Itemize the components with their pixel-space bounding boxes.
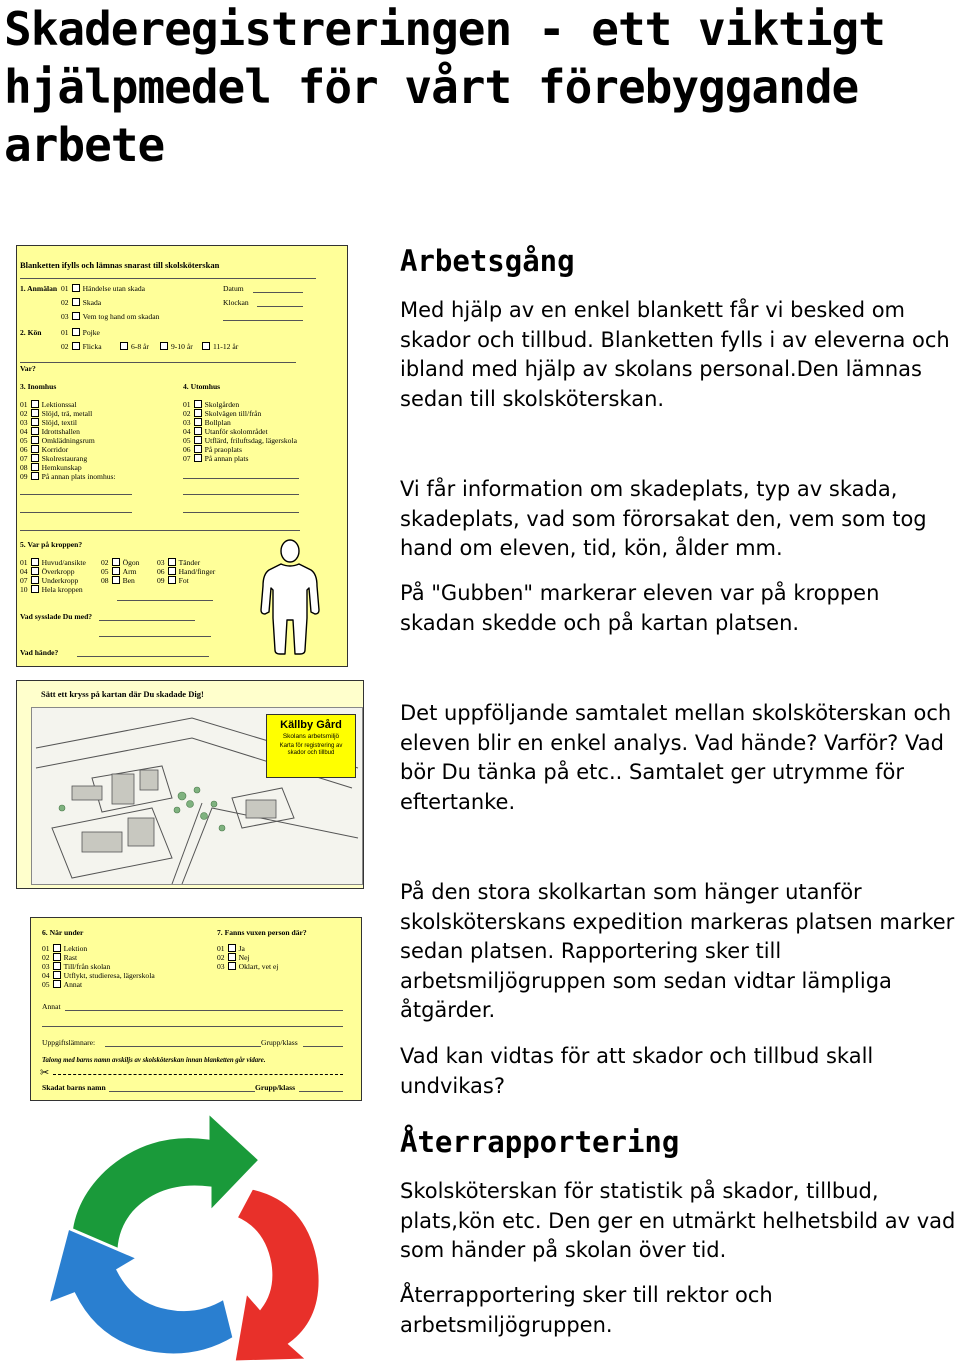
age-11-12[interactable]: 11-12 år <box>199 342 238 351</box>
checkbox[interactable] <box>194 418 202 426</box>
checkbox[interactable] <box>53 971 61 979</box>
legend-text: Karta för registrering av skador och tillbud <box>279 743 343 756</box>
checkbox[interactable] <box>112 567 120 575</box>
body-figure-icon[interactable] <box>253 538 327 656</box>
checkbox[interactable] <box>160 342 168 350</box>
checkbox[interactable] <box>31 427 39 435</box>
checkbox-option[interactable]: 08 Hemkunskap <box>20 463 82 472</box>
checkbox[interactable] <box>72 328 80 336</box>
sysslade-label: Vad sysslade Du med? <box>20 612 93 621</box>
body-part-option[interactable]: 07 Underkropp <box>20 576 79 585</box>
form-header: Blanketten ifylls och lämnas snarast till skolsköterskan <box>20 260 220 270</box>
checkbox[interactable] <box>228 962 236 970</box>
checkbox-option[interactable]: 09 På annan plats inomhus: <box>20 472 116 481</box>
checkbox[interactable] <box>194 445 202 453</box>
s2-label: 2. Kön <box>20 328 42 337</box>
checkbox[interactable] <box>168 567 176 575</box>
checkbox[interactable] <box>53 962 61 970</box>
checkbox-option[interactable]: 04 Idrottshallen <box>20 427 80 436</box>
var-label: Var? <box>20 364 36 373</box>
annat-label: Annat <box>42 1002 61 1011</box>
body-part-option[interactable]: 02 Ögon <box>101 558 140 567</box>
checkbox[interactable] <box>53 953 61 961</box>
checkbox[interactable] <box>31 463 39 471</box>
checkbox[interactable] <box>31 576 39 584</box>
checkbox[interactable] <box>168 558 176 566</box>
checkbox[interactable] <box>194 436 202 444</box>
checkbox-option[interactable]: 01 Lektion <box>42 944 88 953</box>
checkbox[interactable] <box>31 567 39 575</box>
legend-sub: Skolans arbetsmiljö <box>282 733 340 740</box>
checkbox[interactable] <box>72 298 80 306</box>
checkbox[interactable] <box>31 409 39 417</box>
checkbox-option[interactable]: 02 Skolvägen till/från <box>183 409 262 418</box>
body-part-option[interactable]: 06 Hand/finger <box>157 567 216 576</box>
s1-opt2[interactable]: 02 Skada <box>61 298 102 307</box>
checkbox[interactable] <box>53 980 61 988</box>
uppgift-label: Uppgiftslämnare: <box>42 1038 96 1047</box>
checkbox[interactable] <box>112 576 120 584</box>
body-part-option[interactable]: 10 Hela kroppen <box>20 585 83 594</box>
checkbox[interactable] <box>72 312 80 320</box>
red-arrow-icon <box>234 1188 320 1362</box>
checkbox-option[interactable]: 02 Nej <box>217 953 250 962</box>
checkbox-option[interactable]: 07 Skolrestaurang <box>20 454 88 463</box>
checkbox-option[interactable]: 02 Slöjd, trä, metall <box>20 409 93 418</box>
paragraph-2: Vi får information om skadeplats, typ av skada, skadeplats, vad som förorsakat den, vem som tog hand om eleven, tid, kön, ålder mm. <box>400 477 927 561</box>
checkbox-option[interactable]: 01 Skolgården <box>183 400 240 409</box>
checkbox-option[interactable]: 05 Omklädningsrum <box>20 436 95 445</box>
paragraph-7: Skolsköterskan för statistik på skador, tillbud, plats,kön etc. Den ger en utmärkt helhetsbild av vad som händer på skolan över tid. <box>400 1179 956 1263</box>
checkbox-option[interactable]: 03 Till/från skolan <box>42 962 111 971</box>
talong-text: Talong med barns namn avskiljs av skolsköterskan innan blanketten går vidare. <box>42 1057 266 1064</box>
checkbox-option[interactable]: 02 Rast <box>42 953 78 962</box>
checkbox-option[interactable]: 03 Bollplan <box>183 418 231 427</box>
checkbox[interactable] <box>228 944 236 952</box>
checkbox-option[interactable]: 03 Slöjd, textil <box>20 418 78 427</box>
checkbox[interactable] <box>31 585 39 593</box>
s3-label: 3. Inomhus <box>20 382 57 391</box>
s1-opt1[interactable]: 01 Händelse utan skada <box>61 284 146 293</box>
age-9-10[interactable]: 9-10 år <box>157 342 193 351</box>
scissors-icon: ✂ <box>40 1067 50 1079</box>
blue-arrow-icon <box>48 1228 234 1355</box>
map-legend <box>266 714 356 778</box>
s4-label: 4. Utomhus <box>183 382 221 391</box>
paragraph-1: Med hjälp av en enkel blankett får vi besked om skador och tillbud. Blanketten fylls i av eleverna och ibland med hjälp av skolans personal.Den lämnas sedan till skolsköterskan. <box>400 298 950 411</box>
s7-label: 7. Fanns vuxen person där? <box>217 928 307 937</box>
checkbox[interactable] <box>31 445 39 453</box>
map-card <box>16 680 364 889</box>
flicka-option[interactable]: 02 Flicka <box>61 342 102 351</box>
paragraph-4: Det uppföljande samtalet mellan skolsköterskan och eleven blir en enkel analys. Vad hände? Varför? Vad bör Du tänka på etc.. Samtalet ger utrymme för eftertanke. <box>400 701 952 814</box>
klockan-label: Klockan <box>223 298 249 307</box>
age-6-8[interactable]: 6-8 år <box>117 342 149 351</box>
checkbox[interactable] <box>31 558 39 566</box>
checkbox-option[interactable]: 01 Ja <box>217 944 245 953</box>
form-card-2 <box>30 917 362 1101</box>
legend-title: Källby Gård <box>280 719 342 731</box>
gruppklass2-label: Grupp/klass <box>255 1083 296 1092</box>
heading-arbetsgang: Arbetsgång <box>400 244 575 278</box>
datum-label: Datum <box>223 284 244 293</box>
checkbox[interactable] <box>120 342 128 350</box>
paragraph-5: På den stora skolkartan som hänger utanför skolsköterskans expedition markeras platsen marker sedan platsen. Rapportering sker till arbetsmiljögruppen som sedan vidtar lämpliga åtgärder. <box>400 880 955 1023</box>
skadat-label: Skadat barns namn <box>42 1083 106 1092</box>
paragraph-6: Vad kan vidtas för att skador och tillbud skall undvikas? <box>400 1044 874 1098</box>
checkbox[interactable] <box>31 454 39 462</box>
s5-label: 5. Var på kroppen? <box>20 540 83 549</box>
body-part-option[interactable]: 03 Tänder <box>157 558 201 567</box>
s6-label: 6. När under <box>42 928 84 937</box>
checkbox-option[interactable]: 01 Lektionssal <box>20 400 77 409</box>
body-part-option[interactable]: 04 Överkropp <box>20 567 75 576</box>
injury-form-card <box>16 245 348 667</box>
checkbox-option[interactable]: 05 Annat <box>42 980 83 989</box>
checkbox[interactable] <box>168 576 176 584</box>
heading-aterrapportering: Återrapportering <box>400 1125 680 1159</box>
checkbox[interactable] <box>194 454 202 462</box>
checkbox[interactable] <box>72 342 80 350</box>
map-card-header: Sätt ett kryss på kartan där Du skadade Dig! <box>41 689 204 699</box>
checkbox[interactable] <box>31 436 39 444</box>
checkbox[interactable] <box>31 400 39 408</box>
checkbox-option[interactable]: 03 Oklart, vet ej <box>217 962 279 971</box>
checkbox[interactable] <box>72 284 80 292</box>
checkbox[interactable] <box>202 342 210 350</box>
checkbox[interactable] <box>112 558 120 566</box>
checkbox[interactable] <box>228 953 236 961</box>
checkbox[interactable] <box>31 472 39 480</box>
checkbox[interactable] <box>53 944 61 952</box>
page-title: Skaderegistreringen - ett viktigt hjälpmedel för vårt förebyggande arbete <box>4 2 885 172</box>
paragraph-8: Återrapportering sker till rektor och arbetsmiljögruppen. <box>400 1283 773 1337</box>
body-part-option[interactable]: 05 Arm <box>101 567 137 576</box>
s1-opt3[interactable]: 03 Vem tog hand om skadan <box>61 312 160 321</box>
gruppklass-label: Grupp/klass <box>261 1038 298 1047</box>
body-part-option[interactable]: 08 Ben <box>101 576 135 585</box>
paragraph-3: På "Gubben" markerar eleven var på kroppen skadan skedde och på kartan platsen. <box>400 581 880 635</box>
checkbox-option[interactable]: 06 På praoplats <box>183 445 242 454</box>
body-part-option[interactable]: 01 Huvud/ansikte <box>20 558 86 567</box>
checkbox[interactable] <box>194 409 202 417</box>
checkbox-option[interactable]: 05 Utflärd, friluftsdag, lägerskola <box>183 436 297 445</box>
checkbox[interactable] <box>194 400 202 408</box>
checkbox-option[interactable]: 04 Utanför skolområdet <box>183 427 268 436</box>
checkbox[interactable] <box>31 418 39 426</box>
checkbox-option[interactable]: 07 På annan plats <box>183 454 249 463</box>
s1-label: 1. Anmälan <box>20 284 58 293</box>
checkbox-option[interactable]: 06 Korridor <box>20 445 69 454</box>
cycle-arrows-icon <box>38 1108 358 1368</box>
school-map[interactable] <box>31 707 363 885</box>
pojke-option[interactable]: 01 Pojke <box>61 328 100 337</box>
body-part-option[interactable]: 09 Fot <box>157 576 189 585</box>
hande-label: Vad hände? <box>20 648 59 657</box>
checkbox[interactable] <box>194 427 202 435</box>
checkbox-option[interactable]: 04 Utflykt, studieresa, lägerskola <box>42 971 155 980</box>
